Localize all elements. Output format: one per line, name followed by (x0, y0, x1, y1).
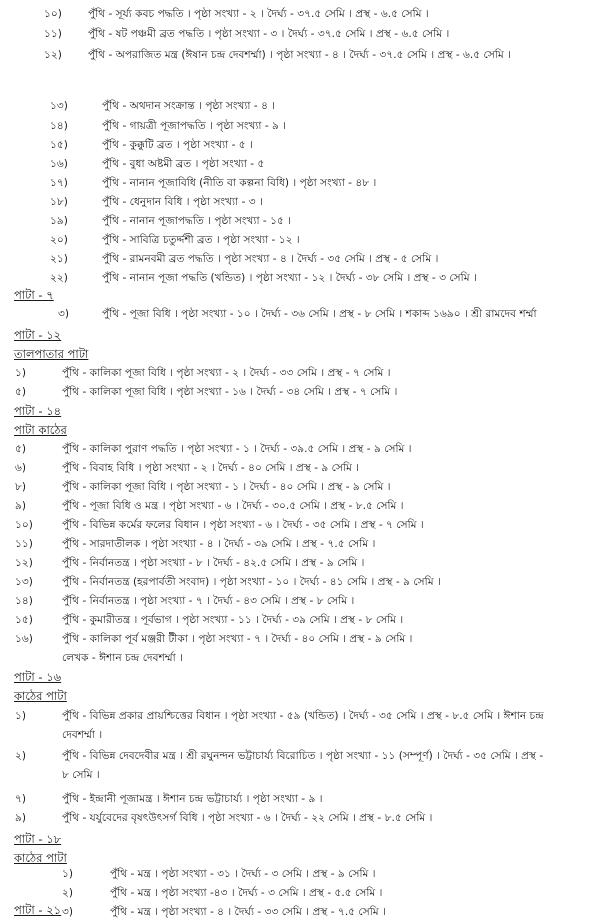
entry-text: পুঁথি - কুক্কুটি ব্রত । পৃষ্ঠা সংখ্যা - ৫ । (102, 139, 253, 151)
section-heading-text: পাটা - ১৮ (14, 832, 62, 846)
entry-text: পুঁথি - পূজা বিধি ও মন্ত্র । পৃষ্ঠা সংখ্যা - ৬ । দৈর্ঘ্য - ৩০.৫ সেমি । প্রস্থ - ৮.৫ সেমি । (62, 500, 404, 512)
entry-number: ৭) (15, 793, 27, 805)
manuscript-entry (0, 4, 600, 24)
entry-text: পুঁথি - অপরাজিত মন্ত্র (ঈষান চন্দ্র দেবশর্ম্মা) । পৃষ্ঠা সংখ্যা - ৪ । দৈর্ঘ্য - ৩৭.৫ সেমি । প্রস্থ - ৬.৫ সেমি । (88, 49, 511, 61)
manuscript-entry (0, 116, 600, 136)
section-heading-text: পাটা - ২১ (14, 903, 62, 917)
entry-text: পুঁথি - গায়ত্রী পূজাপদ্ধতি । পৃষ্ঠা সংখ্যা - ৯ । (102, 120, 287, 132)
section-heading (0, 344, 600, 364)
manuscript-entry (0, 496, 600, 516)
entry-text: পুঁথি - নানান পূজা পদ্ধতি (খন্ডিত) । পৃষ্ঠা সংখ্যা - ১২ । দৈর্ঘ্য - ৩৮ সেমি । প্রস্থ - ৩ সেমি । (102, 272, 477, 284)
manuscript-entry (0, 789, 600, 809)
entry-text: পুঁথি - মন্ত্র । পৃষ্ঠা সংখ্যা - ৪ । দৈর্ঘ্য - ৩৩ সেমি । প্রস্থ - ৭.৫ সেমি । (110, 906, 386, 918)
manuscript-entry (0, 135, 600, 155)
section-heading-text: পাটা কাঠের (14, 423, 67, 437)
manuscript-entry (0, 515, 600, 535)
entry-text: পুঁথি - বিভিন্ন কর্মের ফলের বিধান । পৃষ্ঠা সংখ্যা - ৬ । দৈর্ঘ্য - ৩৫ সেমি । প্রস্থ - ৭ সেমি । (62, 519, 424, 531)
entry-number: ১২) (44, 49, 62, 61)
entry-text: ৮ সেমি । (62, 769, 100, 781)
manuscript-entry (0, 553, 600, 573)
entry-number: ১০) (44, 8, 62, 20)
entry-number: ২২) (50, 272, 68, 284)
entry-text: পুঁথি - অথদান সংক্রান্ত । পৃষ্ঠা সংখ্যা - ৪ । (102, 100, 276, 112)
entry-number: ১১) (15, 538, 33, 550)
section-heading (0, 420, 600, 440)
manuscript-entry (0, 746, 600, 766)
entry-number: ১৫) (50, 139, 68, 151)
entry-number: ৫) (15, 386, 27, 398)
manuscript-entry (0, 173, 600, 193)
entry-number: ১৮) (50, 196, 68, 208)
entry-number: ৮) (15, 481, 27, 493)
entry-number: ১৭) (50, 177, 68, 189)
entry-number: ২১) (50, 253, 68, 265)
entry-number: ৬) (15, 462, 27, 474)
entry-text: পুঁথি - কালিকা পূর্ব মঞ্জরী টীকা । পৃষ্ঠা সংখ্যা - ৭ । দৈর্ঘ্য - ৪০ সেমি । প্রস্থ - ৯ সেমি । (62, 633, 413, 645)
manuscript-entry (0, 230, 600, 250)
entry-number: ২০) (50, 234, 68, 246)
manuscript-entry (0, 24, 600, 44)
entry-text: পুঁথি - ধেনুদান বিধি । পৃষ্ঠা সংখ্যা - ৩ । (102, 196, 263, 208)
entry-number: ১৬) (15, 633, 33, 645)
section-heading-text: তালপাতার পাটা (14, 347, 89, 361)
entry-text: পুঁথি - সাবিত্রি চতুর্দ্দশী ব্রত । পৃষ্ঠা সংখ্যা - ১২ । (102, 234, 300, 246)
section-heading (0, 401, 600, 421)
entry-continuation (0, 725, 600, 745)
entry-number: ৯) (15, 500, 27, 512)
entry-text: পুঁথি - নানান পূজাপদ্ধতি । পৃষ্ঠা সংখ্যা - ১৫ । (102, 215, 291, 227)
entry-text: পুঁথি - বিভিন্ন প্রকার প্রায়শ্চিত্তের বিধান । পৃষ্ঠা সংখ্যা - ৫৯ (খন্ডিত) । দৈর্ঘ্য - ৩৫ সেমি । প্রস্থ - ৮.৫ সেমি । ঈশান চন্দ্র (62, 710, 544, 722)
manuscript-entry (0, 706, 600, 726)
manuscript-entry (0, 96, 600, 116)
entry-number: ৫) (15, 443, 27, 455)
entry-text: পুঁথি - কুমারীতন্ত্র । পূর্বভাগ । পৃষ্ঠা সংখ্যা - ১১ । দৈর্ঘ্য - ৩৯ সেমি । প্রস্থ - ৮ সেমি । (62, 614, 404, 626)
entry-number: ১৪) (50, 120, 68, 132)
section-heading-text: পাটা - ৭ (14, 288, 54, 302)
manuscript-entry (0, 534, 600, 554)
section-heading (0, 285, 600, 305)
entry-text: পুঁথি - নির্বানতন্ত্র (হরপার্বতী সংবাদ) । পৃষ্ঠা সংখ্যা - ১০ । দৈর্ঘ্য - ৪১ সেমি । প্রস্থ - ৯ সেমি । (62, 576, 441, 588)
entry-number: ৩) (58, 308, 70, 320)
entry-text: দেবশর্ম্মা । (62, 729, 103, 741)
entry-text: পুঁথি - নির্বানতন্ত্র । পৃষ্ঠা সংখ্যা - ৮ । দৈর্ঘ্য - ৪২.৫ সেমি । প্রস্থ - ৯ সেমি । (62, 557, 365, 569)
manuscript-entry (0, 808, 600, 828)
manuscript-entry (0, 382, 600, 402)
section-heading (0, 325, 600, 345)
entry-number: ১৩) (50, 100, 68, 112)
section-heading-text: পাটা - ১৬ (14, 670, 62, 684)
section-heading-text: পাটা - ১২ (14, 328, 62, 342)
entry-text: পুঁথি - কালিকা পূজা বিধি । পৃষ্ঠা সংখ্যা - ১ । দৈর্ঘ্য - ৪০ সেমি । প্রস্থ - ৯ সেমি । (62, 481, 391, 493)
entry-text: পুঁথি - বিভিন্ন দেবদেবীর মন্ত্র । শ্রী রঘুনন্দন ভট্টাচার্য্য বিরোচিত । পৃষ্ঠা সংখ্যা - ১১ (সম্পূর্ণ) । দৈর্ঘ্য - ৩৫ সেমি । প্রস্থ - (62, 750, 544, 762)
manuscript-entry (0, 211, 600, 231)
section-heading (0, 900, 600, 920)
manuscript-entry (0, 864, 600, 884)
entry-number: ১০) (15, 519, 33, 531)
entry-number: ১) (15, 710, 27, 722)
manuscript-entry (0, 363, 600, 383)
entry-text: পুঁথি - নানান পূজাবিধি (নীতি বা কল্পনা বিধি) । পৃষ্ঠা সংখ্যা - ৪৮ । (102, 177, 377, 189)
manuscript-entry (0, 591, 600, 611)
entry-number: ১) (62, 868, 74, 880)
entry-text: পুঁথি - বুধা অষ্টমী ব্রত । পৃষ্ঠা সংখ্যা - ৫ (102, 158, 265, 170)
entry-number: ৯) (15, 812, 27, 824)
section-heading-text: কাঠের পাটা (14, 689, 67, 703)
entry-text: পুঁথি - কালিকা পুরাণ পদ্ধতি । পৃষ্ঠা সংখ্যা - ১ । দৈর্ঘ্য - ৩৯.৫ সেমি । প্রস্থ - ৯ সেমি । (62, 443, 412, 455)
entry-number: ২) (15, 750, 27, 762)
manuscript-entry (0, 477, 600, 497)
entry-number: ১৫) (15, 614, 33, 626)
manuscript-entry (0, 192, 600, 212)
entry-number: ১২) (15, 557, 33, 569)
entry-text: লেখক - ঈশান চন্দ্র দেবশর্ম্মা । (62, 652, 183, 664)
section-heading-text: কাঠের পাটা (14, 851, 67, 865)
section-heading (0, 686, 600, 706)
entry-text: পুঁথি - সারদাতীলক । পৃষ্ঠা সংখ্যা - ৪ । দৈর্ঘ্য - ৩৯ সেমি । প্রস্থ - ৭.৫ সেমি । (62, 538, 376, 550)
manuscript-entry (0, 572, 600, 592)
entry-text: পুঁথি - মন্ত্র । পৃষ্ঠা সংখ্যা - ৩১ । দৈর্ঘ্য - ৩ সেমি । প্রস্থ - ৯ সেমি । (110, 868, 376, 880)
manuscript-entry (0, 45, 600, 65)
entry-text: পুঁথি - কালিকা পূজা বিধি । পৃষ্ঠা সংখ্যা - ২ । দৈর্ঘ্য - ৩৩ সেমি । প্রস্থ - ৭ সেমি । (62, 367, 391, 379)
entry-number: ৩) (62, 906, 74, 918)
entry-text: পুঁথি - পূজা বিধি । পৃষ্ঠা সংখ্যা - ১০ । দৈর্ঘ্য - ৩৬ সেমি । প্রস্থ - ৮ সেমি । শকাব্দ ১৬৯০ । শ্রী রামদেব শর্ম্মা (102, 308, 537, 320)
entry-continuation (0, 765, 600, 785)
manuscript-entry (0, 458, 600, 478)
entry-text: পুঁথি - রামনবমী ব্রত পদ্ধতি । পৃষ্ঠা সংখ্যা - ৪ । দৈর্ঘ্য - ৩৫ সেমি । প্রস্থ - ৫ সেমি । (102, 253, 439, 265)
entry-text: পুঁথি - যর্যুবেদের বৃষৎউৎসর্গ বিধি । পৃষ্ঠা সংখ্যা - ৬ । দৈর্ঘ্য - ২২ সেমি । প্রস্থ - ৮.৫ সেমি । (62, 812, 433, 824)
manuscript-entry (0, 249, 600, 269)
entry-text: পুঁথি - নির্বানতন্ত্র । পৃষ্ঠা সংখ্যা - ৭ । দৈর্ঘ্য - ৪৩ সেমি । প্রস্থ - ৮ সেমি । (62, 595, 355, 607)
section-heading (0, 667, 600, 687)
manuscript-entry (0, 610, 600, 630)
entry-text: পুঁথি - মন্ত্র । পৃষ্ঠা সংখ্যা -৪৩ । দৈর্ঘ্য - ৩ সেমি । প্রস্থ - ৫.৫ সেমি । (110, 887, 383, 899)
manuscript-entry (0, 154, 600, 174)
entry-number: ১৬) (50, 158, 68, 170)
entry-text: পুঁথি - সূর্য্য কবচ পদ্ধতি । পৃষ্ঠা সংখ্যা - ২ । দৈর্ঘ্য - ৩৭.৫ সেমি । প্রস্থ - ৬.৫ সেমি । (88, 8, 429, 20)
manuscript-entry (0, 304, 600, 324)
entry-number: ১৩) (15, 576, 33, 588)
manuscript-entry (0, 629, 600, 649)
entry-number: ২) (62, 887, 74, 899)
entry-number: ১৯) (50, 215, 68, 227)
entry-text: পুঁথি - ষট পঞ্চমী ব্রত পদ্ধতি । পৃষ্ঠা সংখ্যা - ৩ । দৈর্ঘ্য - ৩৭.৫ সেমি । প্রস্থ - ৬.৫ সেমি । (88, 28, 450, 40)
section-heading (0, 829, 600, 849)
entry-text: পুঁথি - কালিকা পূজা বিধি । পৃষ্ঠা সংখ্যা - ১৬ । দৈর্ঘ্য - ৩৪ সেমি । প্রস্থ - ৭ সেমি । (62, 386, 398, 398)
section-heading-text: পাটা - ১৪ (14, 404, 62, 418)
entry-text: পুঁথি - ইন্দ্রানী পূজামন্ত্র । ঈশান চন্দ্র ভট্টাচার্য্য । পৃষ্ঠা সংখ্যা - ৯ । (62, 793, 323, 805)
entry-text: পুঁথি - বিবাহ বিধি । পৃষ্ঠা সংখ্যা - ২ । দৈর্ঘ্য - ৪০ সেমি । প্রস্থ - ৯ সেমি । (62, 462, 360, 474)
manuscript-entry (0, 439, 600, 459)
entry-number: ১৪) (15, 595, 33, 607)
entry-number: ১) (15, 367, 27, 379)
entry-continuation (0, 648, 600, 668)
entry-number: ১১) (44, 28, 62, 40)
